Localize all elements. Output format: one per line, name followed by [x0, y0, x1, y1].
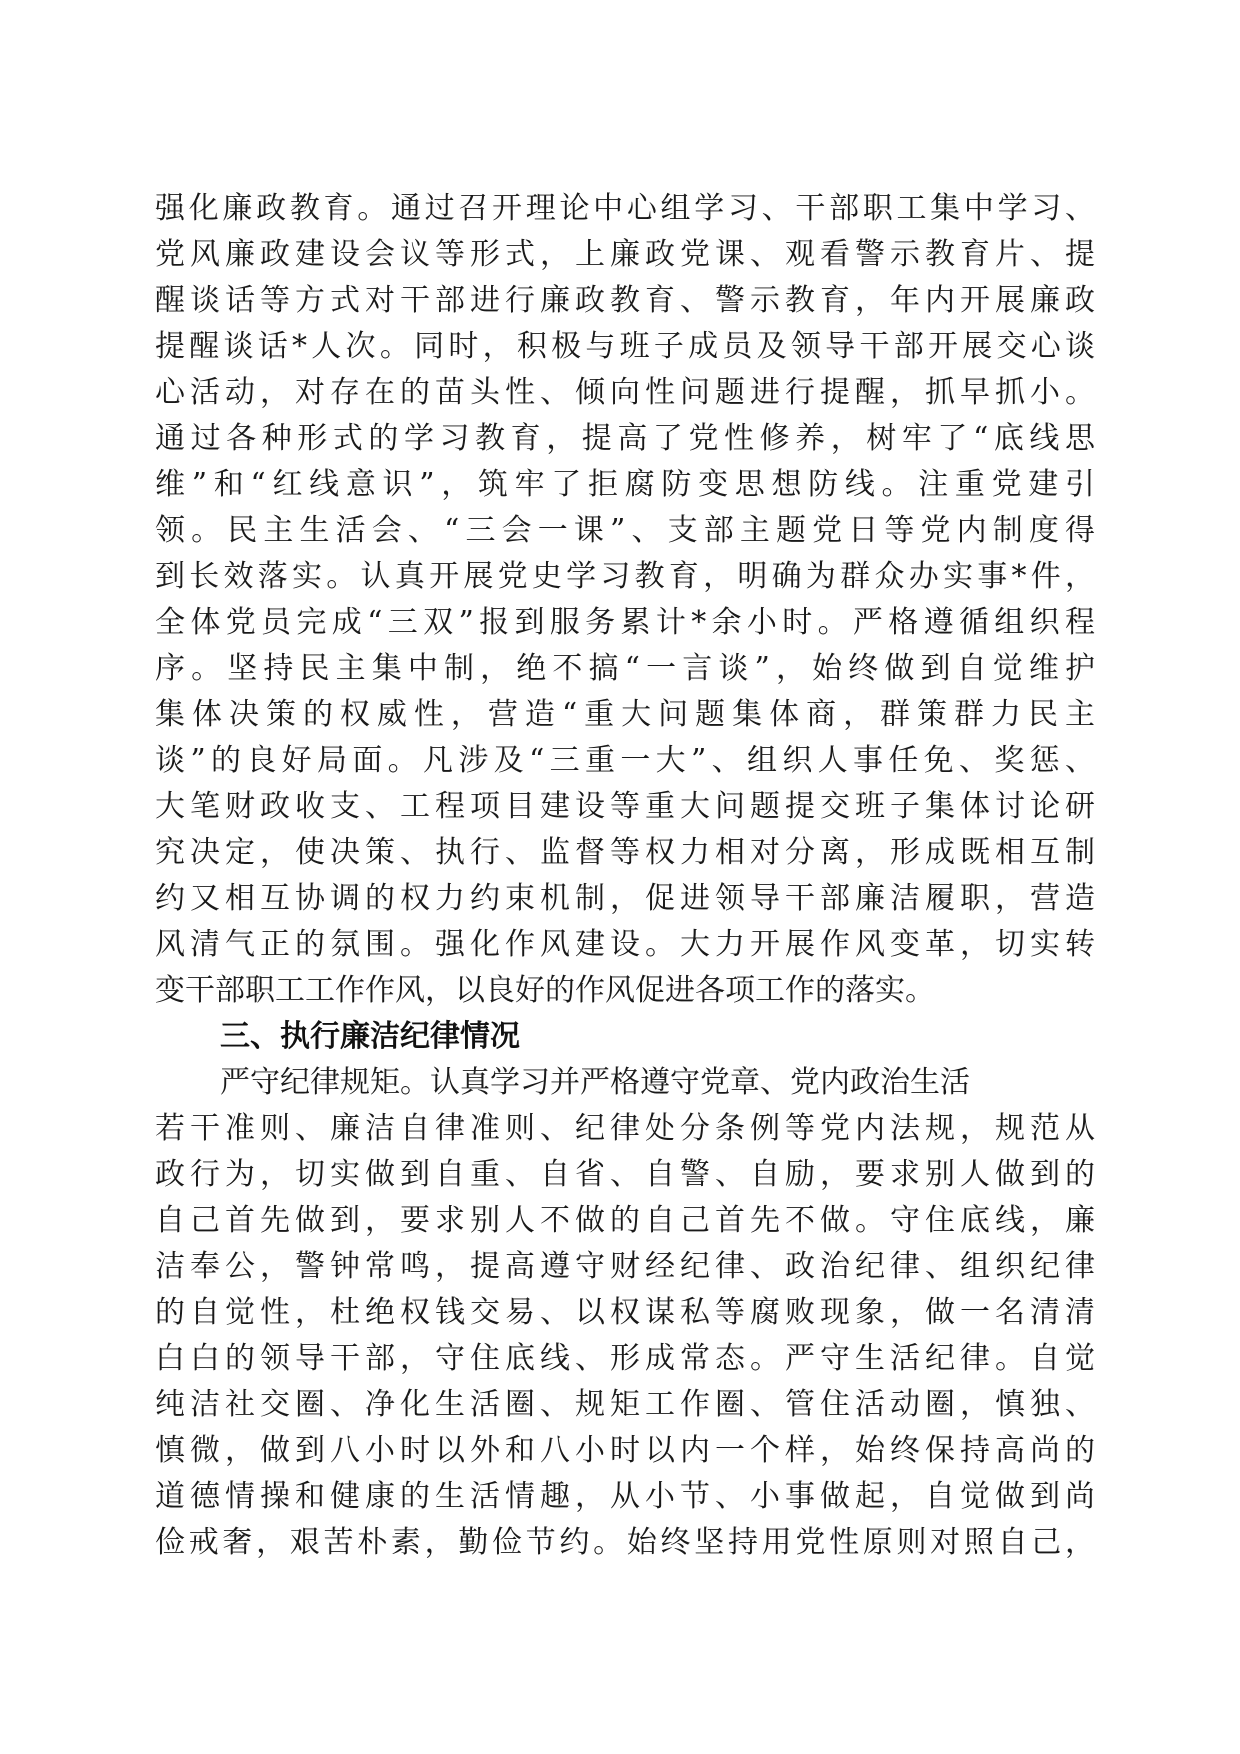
paragraph-line: 自己首先做到，要求别人不做的自己首先不做。守住底线，廉 — [155, 1203, 1095, 1238]
paragraph-line: 到长效落实。认真开展党史学习教育，明确为群众办实事*件， — [155, 559, 1095, 594]
paragraph-line: 风清气正的氛围。强化作风建设。大力开展作风变革，切实转 — [155, 927, 1095, 962]
paragraph-line: 强化廉政教育。通过召开理论中心组学习、干部职工集中学习、 — [155, 191, 1095, 226]
paragraph-line: 若干准则、廉洁自律准则、纪律处分条例等党内法规，规范从 — [155, 1111, 1095, 1146]
paragraph-line: 白白的领导干部，守住底线、形成常态。严守生活纪律。自觉 — [155, 1341, 1095, 1376]
paragraph-line: 维”和“红线意识”，筑牢了拒腐防变思想防线。注重党建引 — [155, 467, 1095, 502]
section-heading: 三、执行廉洁纪律情况 — [220, 1019, 520, 1054]
paragraph-line: 慎微，做到八小时以外和八小时以内一个样，始终保持高尚的 — [155, 1433, 1095, 1468]
paragraph-line: 党风廉政建设会议等形式，上廉政党课、观看警示教育片、提 — [155, 237, 1095, 272]
paragraph-line: 谈”的良好局面。凡涉及“三重一大”、组织人事任免、奖惩、 — [155, 743, 1095, 778]
paragraph-line: 约又相互协调的权力约束机制，促进领导干部廉洁履职，营造 — [155, 881, 1095, 916]
paragraph-line: 洁奉公，警钟常鸣，提高遵守财经纪律、政治纪律、组织纪律 — [155, 1249, 1095, 1284]
paragraph-line: 究决定，使决策、执行、监督等权力相对分离，形成既相互制 — [155, 835, 1095, 870]
paragraph-line: 纯洁社交圈、净化生活圈、规矩工作圈、管住活动圈，慎独、 — [155, 1387, 1095, 1422]
paragraph-line: 醒谈话等方式对干部进行廉政教育、警示教育，年内开展廉政 — [155, 283, 1095, 318]
paragraph-line: 的自觉性，杜绝权钱交易、以权谋私等腐败现象，做一名清清 — [155, 1295, 1095, 1330]
paragraph-line: 大笔财政收支、工程项目建设等重大问题提交班子集体讨论研 — [155, 789, 1095, 824]
paragraph-line: 序。坚持民主集中制，绝不搞“一言谈”，始终做到自觉维护 — [155, 651, 1095, 686]
paragraph-line: 全体党员完成“三双”报到服务累计*余小时。严格遵循组织程 — [155, 605, 1095, 640]
paragraph-line: 俭戒奢，艰苦朴素，勤俭节约。始终坚持用党性原则对照自己， — [155, 1525, 1095, 1560]
paragraph-line: 提醒谈话*人次。同时，积极与班子成员及领导干部开展交心谈 — [155, 329, 1095, 364]
paragraph-line: 变干部职工工作作风，以良好的作风促进各项工作的落实。 — [155, 973, 935, 1008]
paragraph-line: 通过各种形式的学习教育，提高了党性修养，树牢了“底线思 — [155, 421, 1095, 456]
paragraph-line: 道德情操和健康的生活情趣，从小节、小事做起，自觉做到尚 — [155, 1479, 1095, 1514]
paragraph-line: 严守纪律规矩。认真学习并严格遵守党章、党内政治生活 — [220, 1065, 970, 1100]
paragraph-line: 政行为，切实做到自重、自省、自警、自励，要求别人做到的 — [155, 1157, 1095, 1192]
paragraph-line: 集体决策的权威性，营造“重大问题集体商，群策群力民主 — [155, 697, 1095, 732]
paragraph-line: 领。民主生活会、“三会一课”、支部主题党日等党内制度得 — [155, 513, 1095, 548]
paragraph-line: 心活动，对存在的苗头性、倾向性问题进行提醒，抓早抓小。 — [155, 375, 1095, 410]
